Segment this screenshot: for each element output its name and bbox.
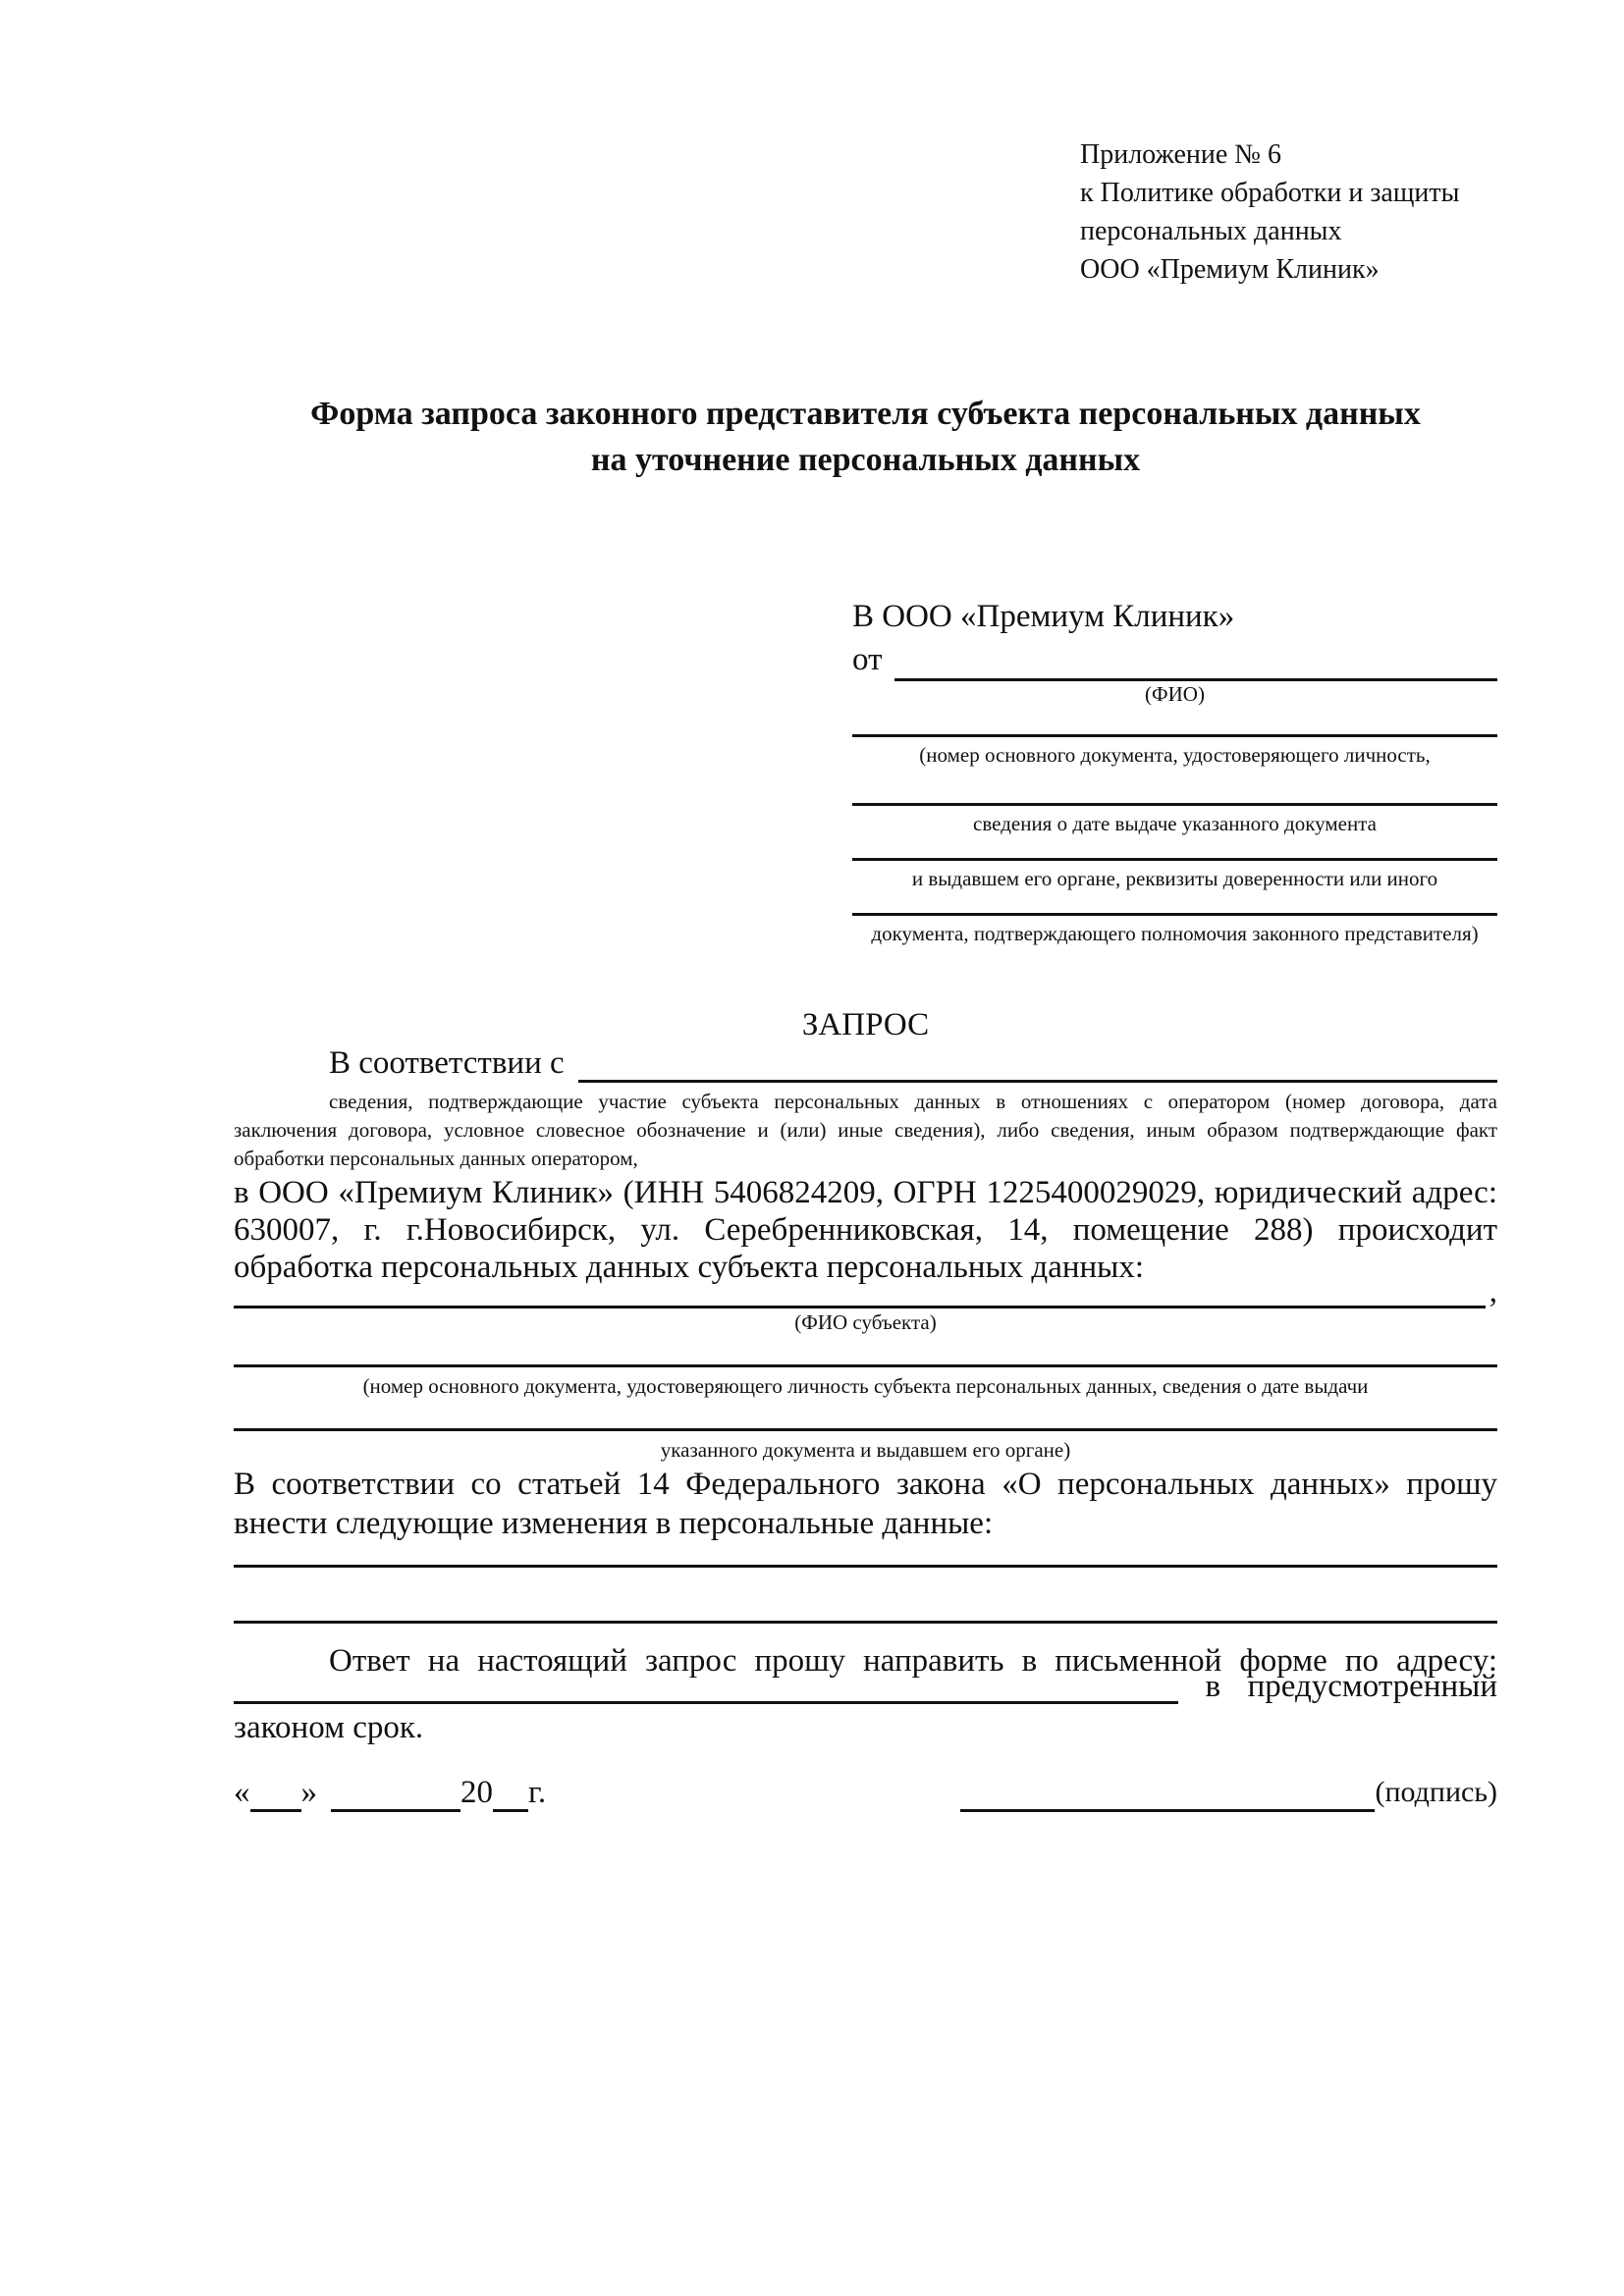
law-line: В соответствии со статьей 14 Федерального закона «О персональных данных» прошу [234, 1467, 1497, 1502]
operator-line: в ООО «Премиум Клиник» (ИНН 5406824209, ОГРН 1225400029029, юридический адрес: [234, 1175, 1497, 1210]
annex-header-line: ООО «Премиум Клиник» [1080, 254, 1380, 285]
fine-print-line: заключения договора, условное словесное обозначение и (или) иные сведения), либо сведения, иным образом подтверждающие факт [234, 1118, 1497, 1142]
closing-line: законом срок. [234, 1710, 424, 1745]
annex-header-line: персональных данных [1080, 216, 1342, 246]
operator-line: 630007, г. г.Новосибирск, ул. Серебренниковская, 14, помещение 288) происходит [234, 1212, 1497, 1248]
operator-line: обработка персональных данных субъекта персональных данных: [234, 1250, 1144, 1285]
title-line: Форма запроса законного представителя субъекта персональных данных [310, 396, 1421, 432]
reply-address-blank-line [234, 1674, 1178, 1704]
year-blank-line [493, 1776, 528, 1812]
blank-line [852, 734, 1497, 737]
blank-caption: документа, подтверждающего полномочия законного представителя) [871, 922, 1479, 945]
blank-caption: (номер основного документа, удостоверяющего личность, [919, 743, 1431, 767]
law-paragraph [234, 1465, 1497, 1543]
year-suffix: г. [528, 1775, 547, 1810]
date-quote-close: » [300, 1775, 317, 1810]
law-line: внести следующие изменения в персональные данные: [234, 1506, 994, 1541]
from-label: от [852, 642, 883, 677]
annex-header-line: Приложение № 6 [1080, 139, 1281, 170]
subject-doc-caption: указанного документа и выдавшем его органе) [660, 1438, 1071, 1462]
according-line [234, 1043, 1497, 1083]
title-line: на уточнение персональных данных [590, 442, 1141, 478]
subject-doc-caption: (номер основного документа, удостоверяющего личность субъекта персональных данных, сведения о дате выдачи [362, 1374, 1369, 1398]
subject-fio-row [234, 1276, 1497, 1308]
changes-blank-line [234, 1565, 1497, 1568]
from-blank-line [894, 645, 1498, 681]
year-label: 20 [460, 1775, 493, 1810]
date-group [234, 1773, 546, 1812]
addressee-block [852, 595, 1497, 946]
addressee-to: В ООО «Премиум Клиник» [852, 599, 1235, 634]
blank-line [852, 803, 1497, 806]
date-signature-row [234, 1773, 1497, 1812]
annex-header [1080, 135, 1522, 289]
date-quote-open: « [234, 1775, 250, 1810]
request-heading: ЗАПРОС [801, 1007, 930, 1042]
fine-print-line: обработки персональных данных оператором, [234, 1147, 638, 1170]
subject-fio-blank-line [234, 1280, 1486, 1308]
trailing-comma: , [1489, 1274, 1497, 1309]
reply-address-row [234, 1669, 1497, 1704]
signature-blank-line [960, 1776, 1375, 1812]
according-blank-line [578, 1044, 1497, 1083]
reply-word: предусмотренный [1247, 1669, 1497, 1704]
subject-doc-blank-line [234, 1364, 1497, 1367]
signature-group [960, 1773, 1497, 1812]
fine-print [234, 1088, 1497, 1173]
blank-caption: сведения о дате выдаче указанного документа [973, 812, 1377, 835]
month-blank-line [331, 1776, 460, 1812]
operator-paragraph [234, 1174, 1497, 1286]
document-title [234, 391, 1497, 483]
reply-word: в [1205, 1669, 1221, 1704]
according-prefix: В соответствии с [329, 1045, 565, 1081]
fio-caption: (ФИО) [1145, 682, 1205, 706]
annex-header-line: к Политике обработки и защиты [1080, 178, 1460, 208]
blank-caption: и выдавшем его органе, реквизиты доверенности или иного [911, 867, 1438, 890]
signature-caption: (подпись) [1375, 1776, 1497, 1808]
blank-line [852, 858, 1497, 861]
subject-doc-blank-line [234, 1428, 1497, 1431]
from-row [852, 638, 1497, 681]
fine-print-line: сведения, подтверждающие участие субъекта персональных данных в отношениях с оператором (номер договора, дата [329, 1090, 1497, 1113]
blank-line [852, 913, 1497, 916]
changes-blank-line [234, 1621, 1497, 1624]
reply-text: Ответ на настоящий запрос прошу направить в письменной форме по адресу: [329, 1643, 1497, 1679]
subject-fio-caption: (ФИО субъекта) [794, 1310, 937, 1334]
day-blank-line [250, 1776, 301, 1812]
